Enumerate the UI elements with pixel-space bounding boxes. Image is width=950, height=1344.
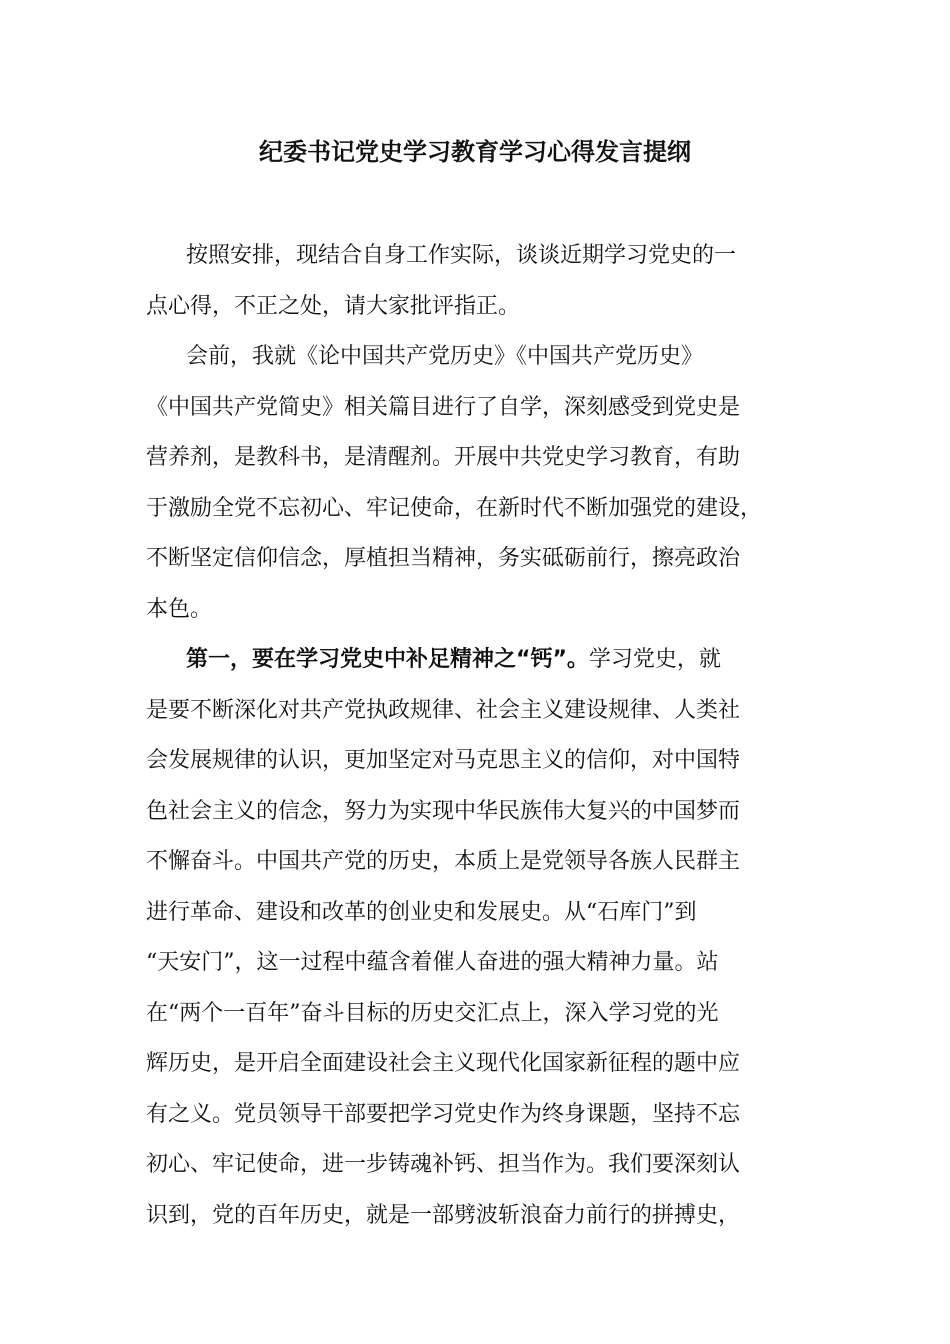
document-title: 纪委书记党史学习教育学习心得发言提纲: [259, 138, 691, 166]
paragraph-line: 识到，党的百年历史，就是一部劈波斩浪奋力前行的拼搏史，: [146, 1202, 741, 1228]
document-body: [146, 231, 810, 1241]
line-rest: 要不断深化对共产党执政规律、社会主义建设规律、人类社: [168, 697, 741, 723]
paragraph-line: 不断坚定信仰信念，厚植担当精神，务实砥砺前行，擦亮政治: [146, 546, 741, 571]
paragraph-line: 进行革命、建设和改革的创业史和发展史。从“石库门”到: [146, 899, 697, 925]
paragraph-line: 于激励全党不忘初心、牢记使命，在新时代不断加强党的建设，: [146, 495, 763, 521]
line-prefix: 是: [146, 697, 169, 723]
paragraph-line: 辉历史，是开启全面建设社会主义现代化国家新征程的题中应: [146, 1051, 741, 1076]
paragraph-line: 营养剂，是教科书，是清醒剂。开展中共党史学习教育，有助: [146, 445, 741, 470]
paragraph-line: 《中国共产党简史》相关篇目进行了自学，深刻感受到党史是: [146, 394, 741, 420]
section-heading: 第一，要在学习党史中补足精神之“钙”。: [186, 647, 589, 672]
paragraph-line: “天安门”，这一过程中蕴含着催人奋进的强大精神力量。站: [146, 950, 719, 975]
paragraph-line: 点心得，不正之处，请大家批评指正。: [146, 293, 521, 319]
paragraph-line: 色社会主义的信念，努力为实现中华民族伟大复兴的中国梦而: [146, 798, 741, 824]
section-heading-tail: 学习党史，就: [588, 647, 721, 672]
paragraph-line: 按照安排，现结合自身工作实际，谈谈近期学习党史的一: [186, 243, 737, 268]
paragraph-line: 初心、牢记使命，进一步铸魂补钙、担当作为。我们要深刻认: [146, 1152, 741, 1177]
paragraph-line: 会发展规律的认识，更加坚定对马克思主义的信仰，对中国特: [146, 748, 741, 773]
paragraph-line: 有之义。党员领导干部要把学习党史作为终身课题，坚持不忘: [146, 1101, 741, 1127]
paragraph-line: 不懈奋斗。中国共产党的历史，本质上是党领导各族人民群主: [146, 849, 741, 874]
paragraph-line: 会前，我就《论中国共产党历史》《中国共产党历史》: [186, 344, 704, 369]
paragraph-line: 在“两个一百年”奋斗目标的历史交汇点上，深入学习党的光: [146, 1000, 719, 1026]
paragraph-line: [146, 686, 810, 737]
paragraph-line: 本色。: [146, 596, 213, 622]
section-heading-line: [146, 635, 810, 686]
